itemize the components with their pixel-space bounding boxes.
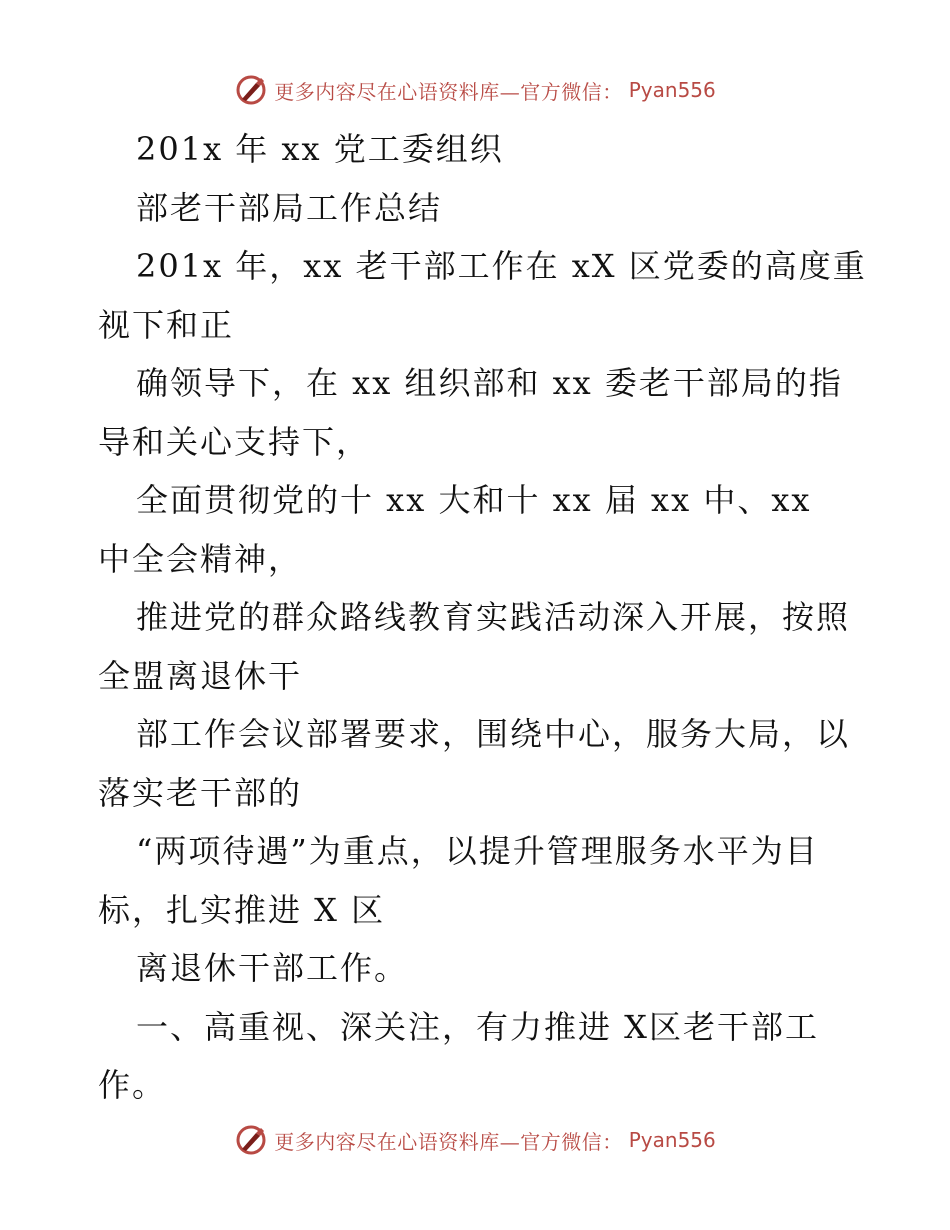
text-line: “两项待遇”为重点，以提升管理服务水平为目 bbox=[136, 832, 819, 870]
text-line: 作。 bbox=[98, 1066, 167, 1104]
text-line: 201x 年，xx 老干部工作在 xX 区党委的高度重 bbox=[136, 247, 867, 285]
watermark-wechat-id: Pyan556 bbox=[628, 78, 716, 102]
text-line: 视下和正 bbox=[98, 305, 235, 344]
text-line: 部工作会议部署要求，围绕中心，服务大局，以 bbox=[136, 715, 851, 753]
watermark-text: 更多内容尽在心语资料库—官方微信： bbox=[274, 79, 623, 104]
text-line: 标，扎实推进 X 区 bbox=[98, 890, 386, 929]
text-line: 离退休干部工作。 bbox=[136, 949, 409, 987]
text-line: 确领导下，在 xx 组织部和 xx 委老干部局的指 bbox=[136, 364, 843, 402]
text-line: 全面贯彻党的十 xx 大和十 xx 届 xx 中、xx bbox=[136, 481, 812, 519]
text-line: 201x 年 xx 党工委组织 bbox=[136, 130, 504, 168]
pen-logo-icon bbox=[234, 73, 268, 107]
watermark-wechat-id: Pyan556 bbox=[628, 1128, 716, 1152]
text-line: 中全会精神， bbox=[98, 539, 303, 578]
text-line: 推进党的群众路线教育实践活动深入开展，按照 bbox=[136, 598, 851, 636]
text-line: 落实老干部的 bbox=[98, 773, 303, 812]
text-line: 全盟离退休干 bbox=[98, 656, 303, 695]
text-line: 部老干部局工作总结 bbox=[136, 188, 443, 227]
text-line: 一、高重视、深关注，有力推进 X区老干部工 bbox=[136, 1007, 819, 1046]
watermark-text: 更多内容尽在心语资料库—官方微信： bbox=[274, 1129, 623, 1154]
pen-logo-icon bbox=[234, 1123, 268, 1157]
watermark-banner-top bbox=[0, 70, 950, 110]
watermark-banner-bottom bbox=[0, 1120, 950, 1160]
document-body bbox=[98, 120, 867, 1115]
text-line: 导和关心支持下， bbox=[98, 422, 371, 461]
